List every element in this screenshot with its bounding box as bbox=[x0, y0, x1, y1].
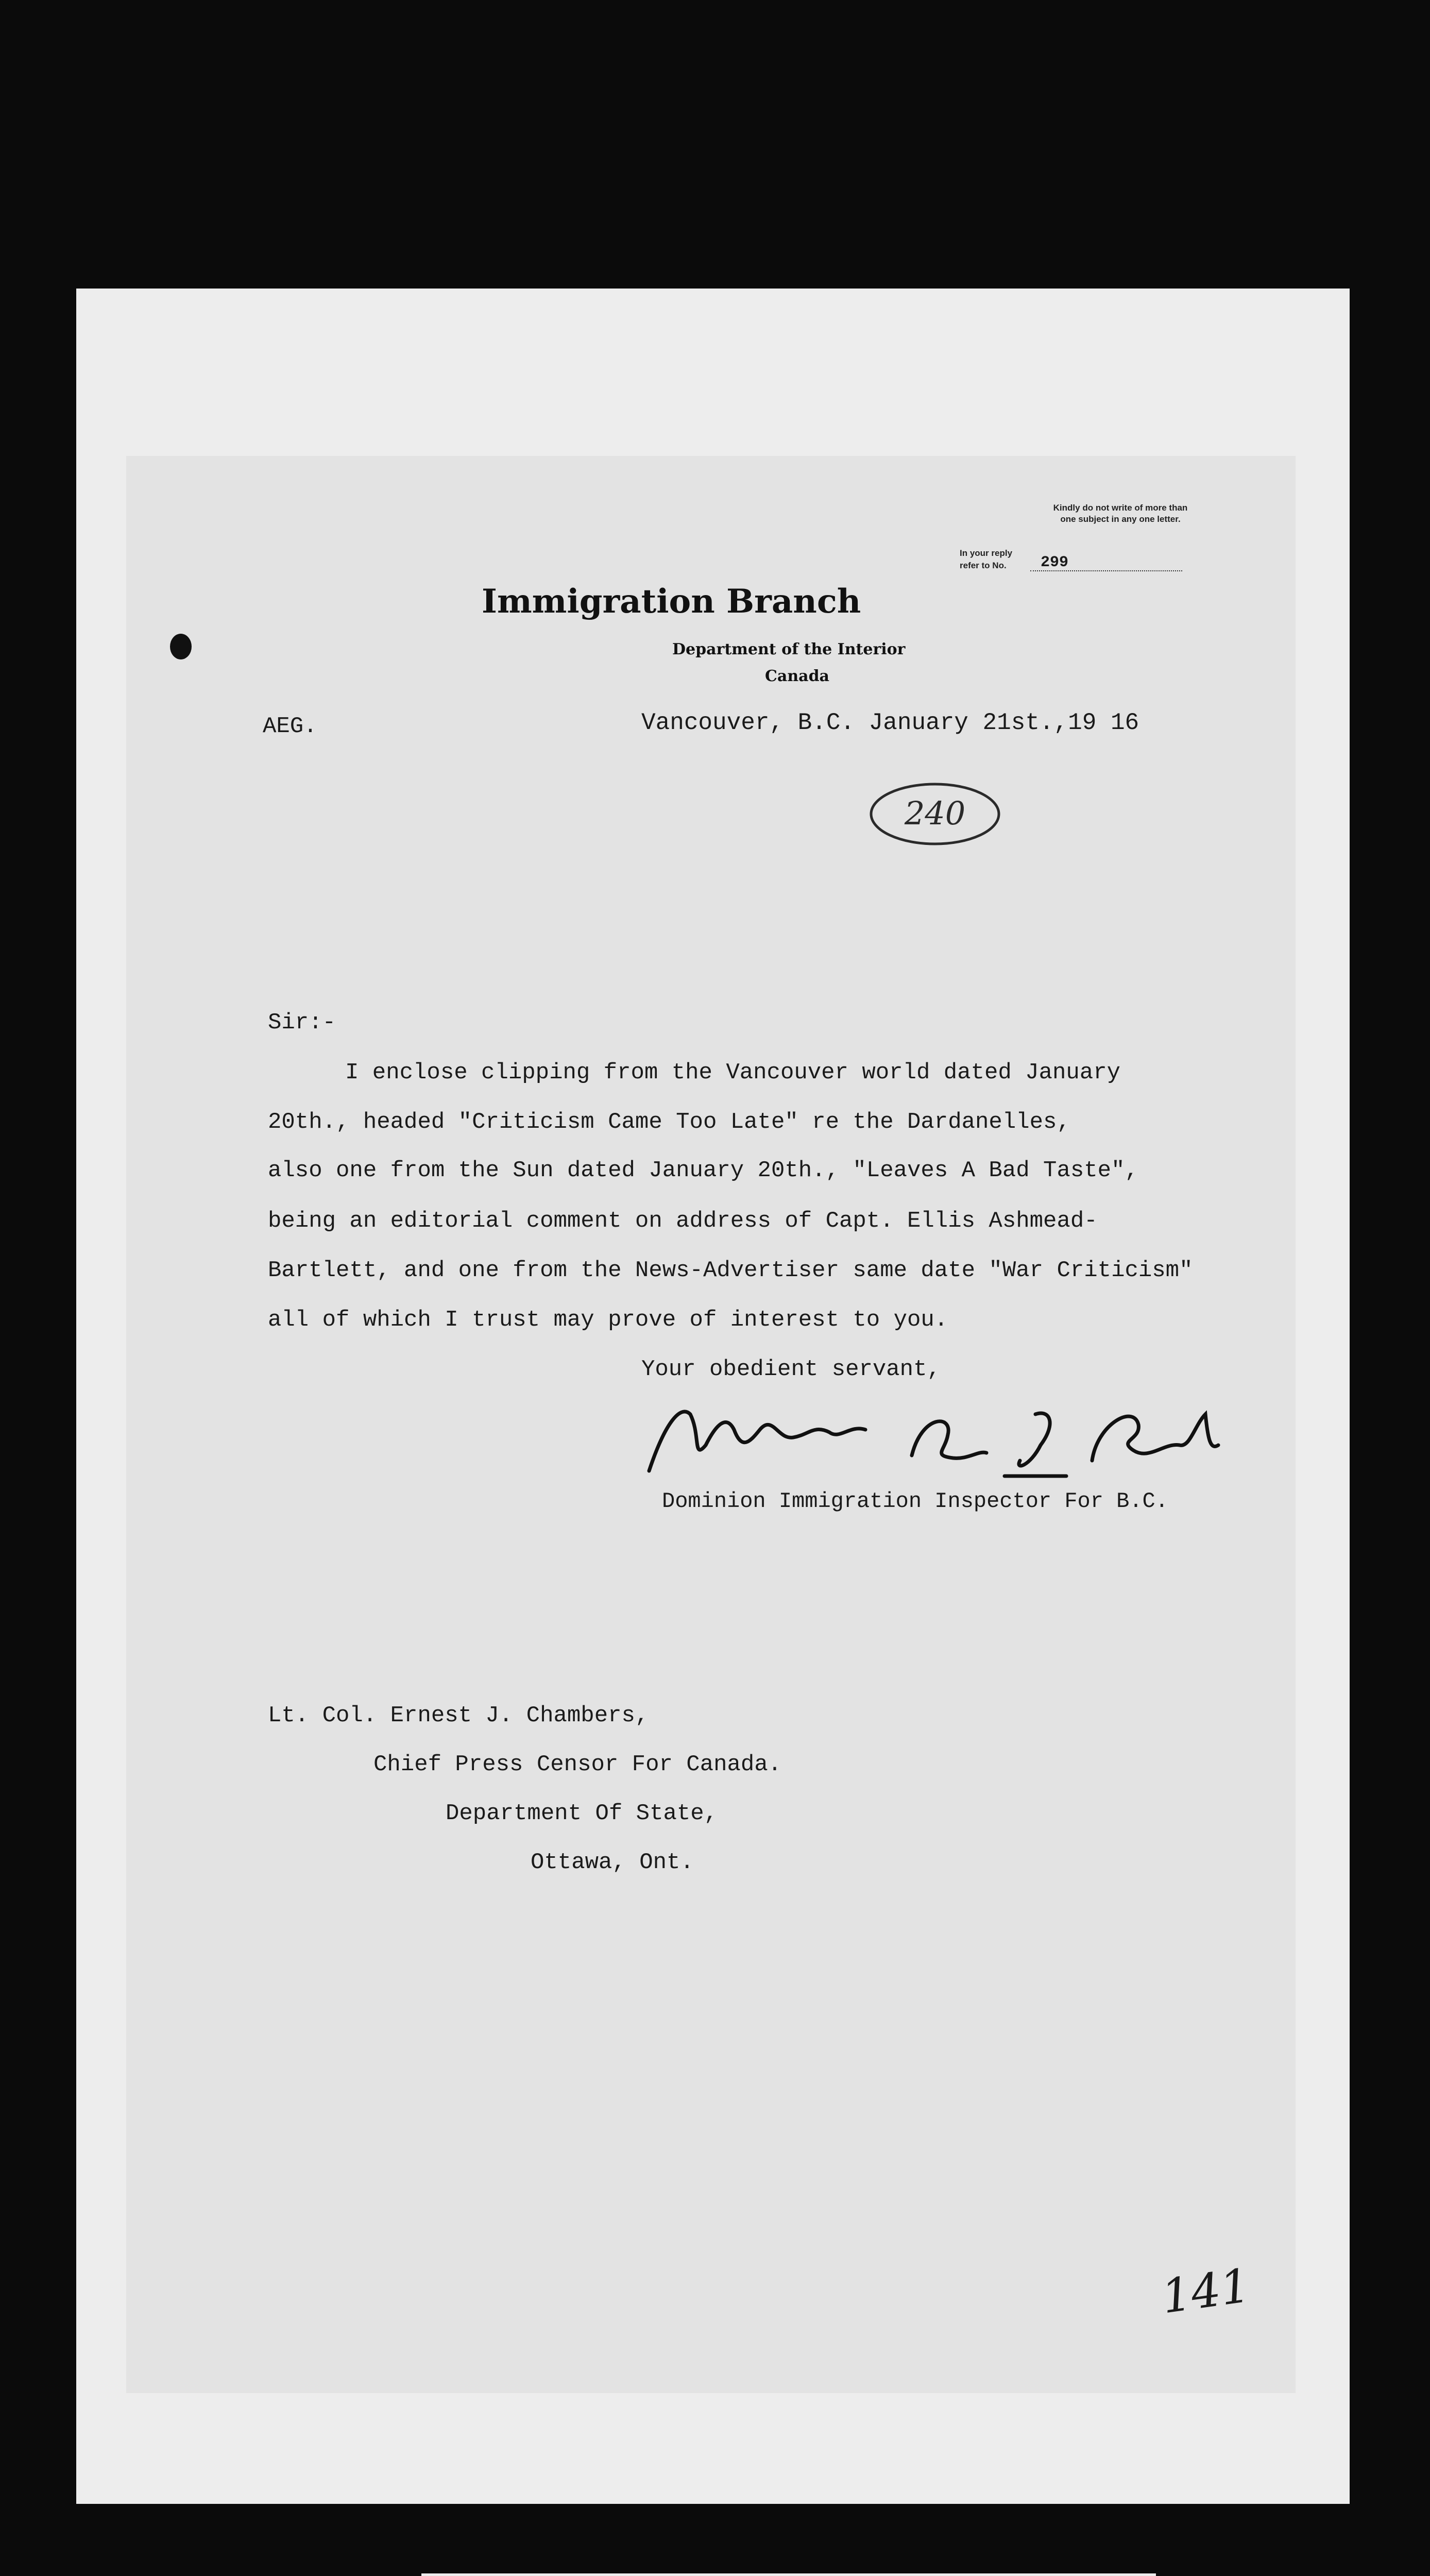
body-line: Bartlett, and one from the News-Advertiser same date "War Criticism" bbox=[268, 1258, 1193, 1283]
body-line: being an editorial comment on address of Capt. Ellis Ashmead- bbox=[268, 1208, 1098, 1234]
page-mark: 141 bbox=[1158, 2258, 1254, 2325]
addressee-line: Lt. Col. Ernest J. Chambers, bbox=[268, 1703, 649, 1728]
addressee-line: Ottawa, Ont. bbox=[531, 1850, 694, 1875]
letterhead-department: Department of the Interior bbox=[672, 640, 906, 658]
reply-label-1: In your reply bbox=[960, 548, 1013, 558]
file-mark-stamp bbox=[863, 775, 1007, 853]
letter-page bbox=[126, 456, 1296, 2393]
signer-title: Dominion Immigration Inspector For B.C. bbox=[662, 1489, 1168, 1514]
file-mark: 240 bbox=[904, 794, 966, 832]
reply-label-2: refer to No. bbox=[960, 561, 1007, 570]
reply-number-field bbox=[1030, 554, 1182, 571]
salutation: Sir:- bbox=[268, 1010, 336, 1036]
letterhead-branch: Immigration Branch bbox=[482, 582, 861, 621]
place-date: Vancouver, B.C. January 21st.,19 16 bbox=[641, 709, 1139, 736]
signature bbox=[644, 1394, 1221, 1481]
notice-line-1: Kindly do not write of more than bbox=[1053, 503, 1188, 513]
letterhead-country: Canada bbox=[765, 667, 829, 685]
body-line: all of which I trust may prove of interest to you. bbox=[268, 1307, 948, 1333]
letterhead-notice bbox=[976, 502, 1265, 525]
addressee-line: Chief Press Censor For Canada. bbox=[373, 1752, 782, 1777]
closing: Your obedient servant, bbox=[641, 1357, 941, 1382]
punch-hole bbox=[170, 634, 192, 659]
reply-number: 299 bbox=[1041, 554, 1069, 571]
reference-initials: AEG. bbox=[263, 714, 317, 739]
archive-label-card bbox=[421, 2573, 1156, 2576]
body-line: 20th., headed "Criticism Came Too Late" re the Dardanelles, bbox=[268, 1109, 1070, 1135]
body-line: also one from the Sun dated January 20th., "Leaves A Bad Taste", bbox=[268, 1158, 1138, 1183]
body-line: I enclose clipping from the Vancouver world dated January bbox=[345, 1060, 1121, 1086]
notice-line-2: one subject in any one letter. bbox=[1060, 514, 1181, 524]
addressee-line: Department Of State, bbox=[446, 1801, 718, 1826]
